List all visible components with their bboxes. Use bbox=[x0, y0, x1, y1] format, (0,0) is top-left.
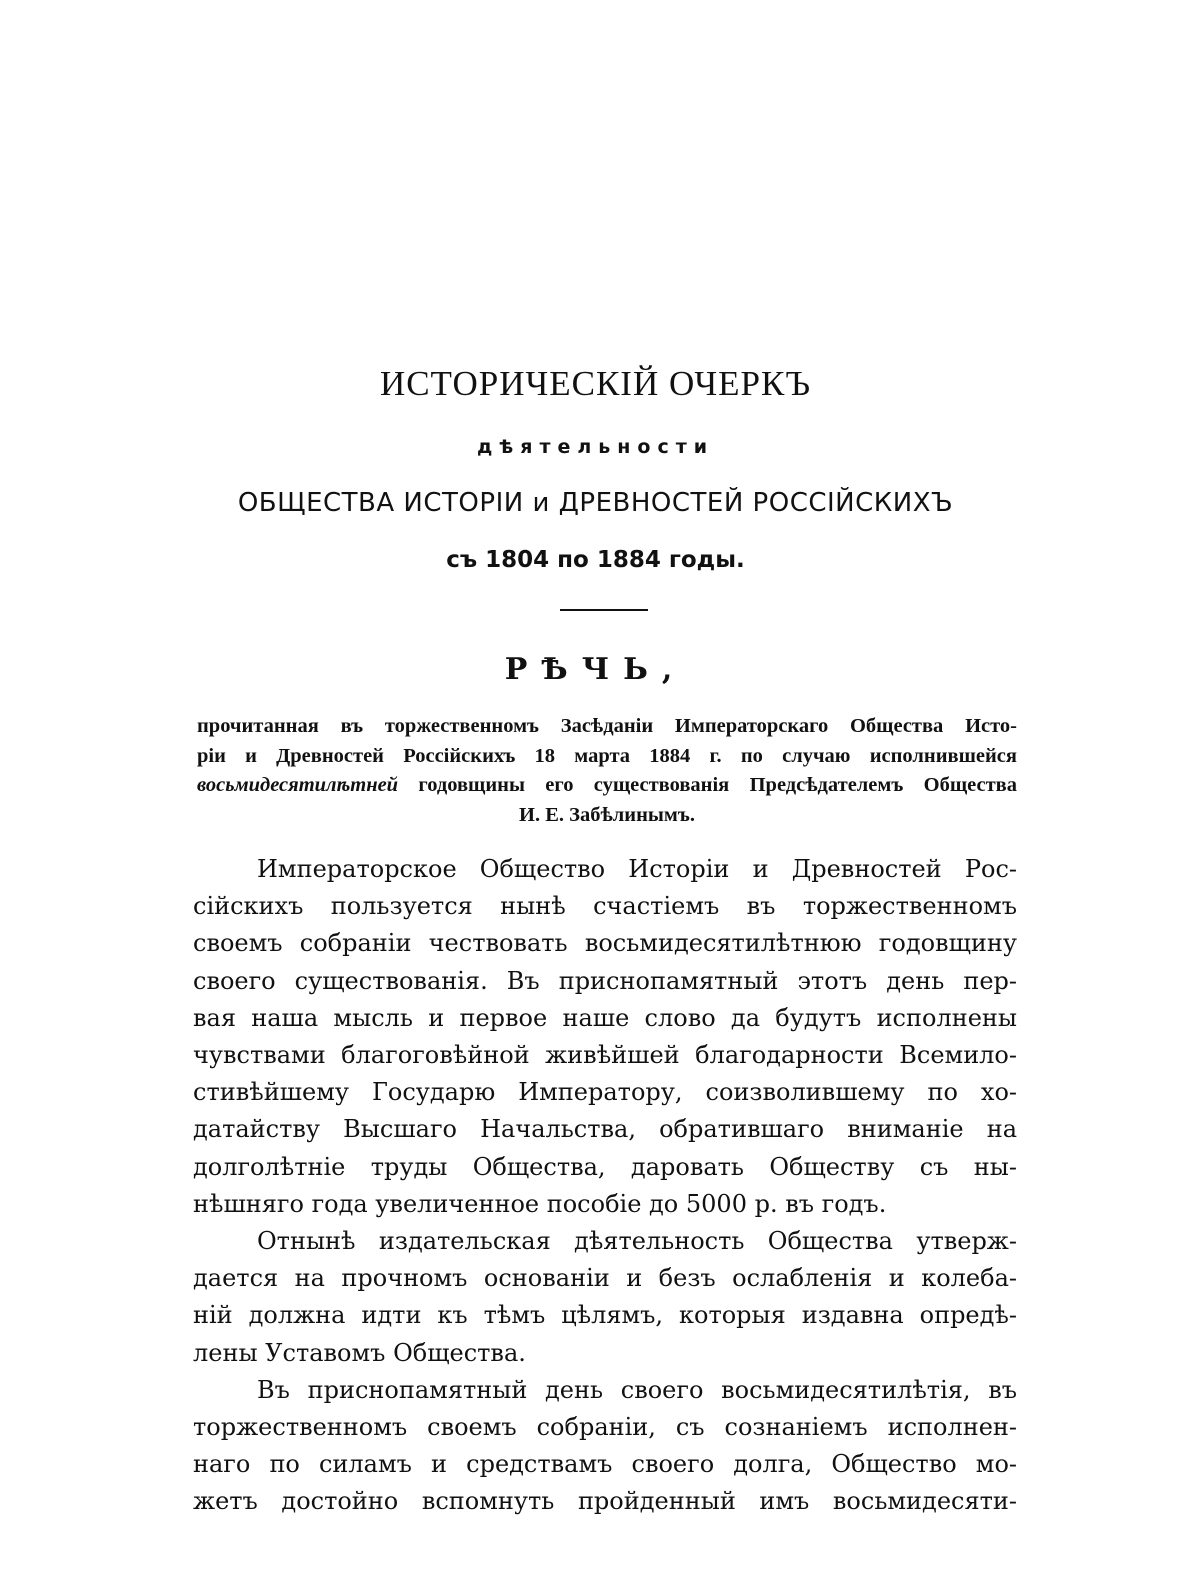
body-line: Императорское Общество Исторіи и Древностей Рос- bbox=[257, 855, 1017, 883]
body-line: датайству Высшаго Начальства, обратившаго вниманіе на bbox=[193, 1115, 1017, 1144]
document-title: ИСТОРИЧЕСКІЙ ОЧЕРКЪ bbox=[379, 364, 812, 403]
speech-description bbox=[197, 712, 1017, 830]
body-line: своемъ собраніи чествовать восьмидесятилѣтнюю годовщину bbox=[193, 929, 1017, 958]
body-line: жетъ достойно вспомнуть пройденный имъ восьмидесяти- bbox=[193, 1487, 1017, 1516]
body-line: торжественномъ своемъ собраніи, съ сознаніемъ исполнен- bbox=[193, 1413, 1017, 1442]
body-line: своего существованія. Въ приснопамятный этотъ день пер- bbox=[193, 966, 1017, 995]
body-line: Отнынѣ издательская дѣятельность Общества утверж- bbox=[257, 1227, 1017, 1256]
description-line bbox=[197, 771, 1017, 801]
document-subtitle: дѣятельности bbox=[476, 436, 715, 458]
years-range: съ 1804 по 1884 годы. bbox=[446, 547, 745, 573]
speech-heading: РѢЧЬ, bbox=[504, 652, 687, 687]
description-italic-word: восьмидесятилѣтней bbox=[197, 774, 399, 796]
body-line: сійскихъ пользуется нынѣ счастіемъ въ торжественномъ bbox=[193, 892, 1017, 921]
description-line: прочитанная въ торжественномъ Засѣданіи Императорскаго Общества Исто- bbox=[197, 715, 1017, 737]
body-line: лены Уставомъ Общества. bbox=[193, 1338, 526, 1367]
description-line: И. Е. Забѣлинымъ. bbox=[519, 803, 695, 826]
body-line: дается на прочномъ основаніи и безъ ослабленія и колеба- bbox=[193, 1264, 1017, 1293]
body-line: стивѣйшему Государю Императору, соизволившему по хо- bbox=[193, 1078, 1017, 1107]
divider-rule bbox=[560, 609, 648, 611]
body-line: чувствами благоговѣйной живѣйшей благодарности Всемило- bbox=[193, 1041, 1017, 1070]
body-line: долголѣтніе труды Общества, даровать Обществу съ ны- bbox=[193, 1152, 1017, 1181]
description-line: ріи и Древностей Россійскихъ 18 марта 1884 г. по случаю исполнившейся bbox=[197, 744, 1017, 767]
body-line: нѣшняго года увеличенное пособіе до 5000 р. въ годъ. bbox=[193, 1189, 887, 1218]
body-line: наго по силамъ и средствамъ своего долга, Общество мо- bbox=[193, 1450, 1017, 1479]
body-text bbox=[193, 851, 1017, 1521]
body-line: Въ приснопамятный день своего восьмидесятилѣтія, въ bbox=[257, 1375, 1017, 1404]
description-line-rest: годовщины его существованія Предсѣдателемъ Общества bbox=[418, 774, 1017, 796]
body-line: вая наша мысль и первое наше слово да будутъ исполнены bbox=[193, 1003, 1017, 1032]
body-line: ній должна идти къ тѣмъ цѣлямъ, которыя издавна опредѣ- bbox=[193, 1301, 1017, 1330]
society-name: ОБЩЕСТВА ИСТОРІИ и ДРЕВНОСТЕЙ РОССІЙСКИХЪ bbox=[237, 488, 954, 518]
